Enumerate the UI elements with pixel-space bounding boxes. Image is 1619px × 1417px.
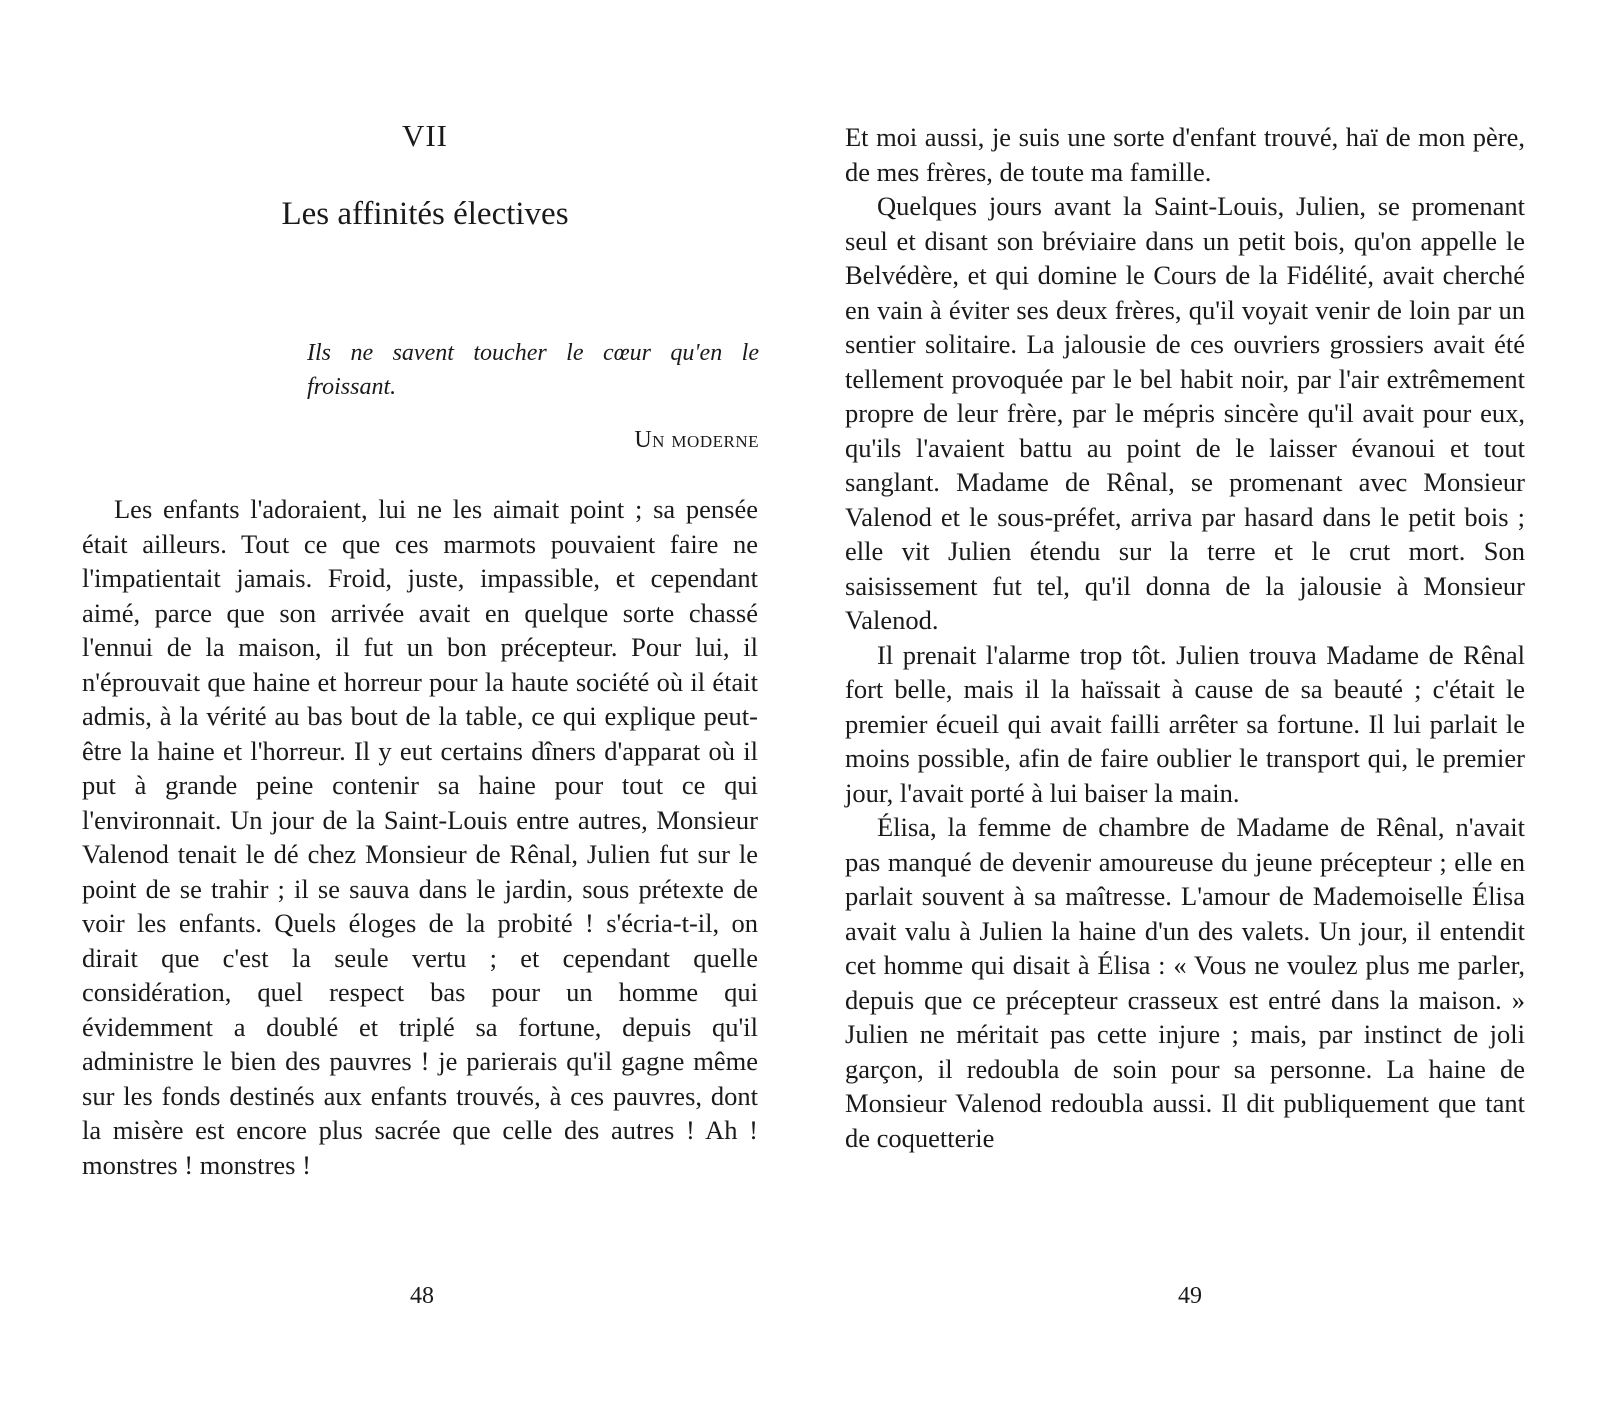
chapter-number: VII — [401, 118, 449, 153]
epigraph-author-name: Un moderne — [634, 427, 759, 453]
right-page-body — [845, 120, 1525, 1155]
page-number-left: 48 — [410, 1283, 434, 1309]
paragraph: Et moi aussi, je suis une sorte d'enfant trouvé, haï de mon père, de mes frères, de toute ma famille. — [845, 122, 1525, 187]
epigraph — [307, 336, 759, 454]
paragraph: Les enfants l'adoraient, lui ne les aimait point ; sa pensée était ailleurs. Tout ce que ces marmots pouvaient faire ne l'impatientait jamais. Froid, juste, impassible, et cependant aimé, parce que son arrivée avait en quelque sorte chassé l'ennui de la maison, il fut un bon précepteur. Pour lui, il n'éprouvait que haine et horreur pour la haute société où il était admis, à la vérité au bas bout de la table, ce qui explique peut-être la haine et l'horreur. Il y eut certains dîners d'apparat où il put à grande peine contenir sa haine pour tout ce qui l'environnait. Un jour de la Saint-Louis entre autres, Monsieur Valenod tenait le dé chez Monsieur de Rênal, Julien fut sur le point de se trahir ; il se sauva dans le jardin, sous prétexte de voir les enfants. Quels éloges de la probité ! s'écria-t-il, on dirait que c'est la seule vertu ; et cependant quelle considération, quel respect bas pour un homme qui évidemment a doublé et triplé sa fortune, depuis qu'il administre le bien des pauvres ! je parierais qu'il gagne même sur les fonds destinés aux enfants trouvés, à ces pauvres, dont la misère est encore plus sacrée que celle des autres ! Ah ! monstres ! monstres ! — [82, 494, 758, 1180]
paragraph: Il prenait l'alarme trop tôt. Julien trouva Madame de Rênal fort belle, mais il la haïssait à cause de sa beauté ; c'était le premier écueil qui avait failli arrêter sa fortune. Il lui parlait le moins possible, afin de faire oublier le transport qui, le premier jour, l'avait porté à lui baiser la main. — [845, 639, 1525, 808]
chapter-title: Les affinités électives — [281, 196, 569, 232]
left-page-body — [82, 492, 758, 1182]
epigraph-author — [307, 427, 759, 454]
paragraph: Quelques jours avant la Saint-Louis, Julien, se promenant seul et disant son bréviaire dans un petit bois, qu'on appelle le Belvédère, et qui domine le Cours de la Fidélité, avait cherché en vain à éviter ses deux frères, qu'il voyait venir de loin par un sentier solitaire. La jalousie de ces ouvriers grossiers avait été tellement provoquée par le bel habit noir, par l'air extrêmement propre de leur frère, par le mépris sincère qu'il avait pour eux, qu'ils l'avaient battu au point de le laisser évanoui et tout sanglant. Madame de Rênal, se promenant avec Monsieur Valenod et le sous-préfet, arriva par hasard dans le petit bois ; elle vit Julien étendu sur la terre et le crut mort. Son saisissement fut tel, qu'il donna de la jalousie à Monsieur Valenod. — [845, 191, 1525, 635]
paragraph: Élisa, la femme de chambre de Madame de Rênal, n'avait pas manqué de devenir amoureuse du jeune précepteur ; elle en parlait souvent à sa maîtresse. L'amour de Mademoiselle Élisa avait valu à Julien la haine d'un des valets. Un jour, il entendit cet homme qui disait à Élisa : « Vous ne voulez plus me parler, depuis que ce précepteur crasseux est entré dans la maison. » Julien ne méritait pas cette injure ; mais, par instinct de joli garçon, il redoubla de soin pour sa personne. La haine de Monsieur Valenod redoubla aussi. Il dit publiquement que tant de coquetterie — [845, 812, 1525, 1153]
right-page — [810, 0, 1619, 1417]
epigraph-text: Ils ne savent toucher le cœur qu'en le froissant. — [307, 340, 759, 400]
page-number-right: 49 — [1178, 1283, 1202, 1309]
